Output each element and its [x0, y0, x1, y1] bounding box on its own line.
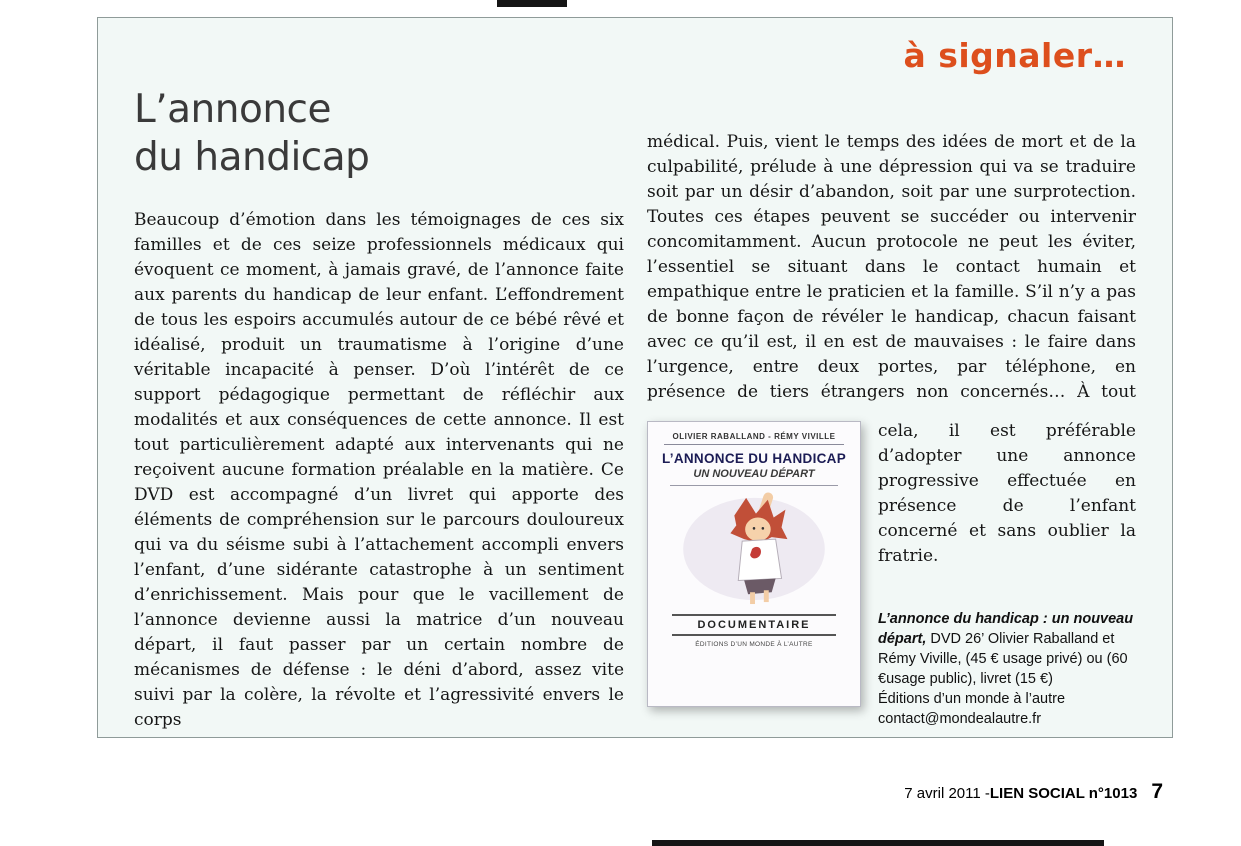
page-title-line1: L’annonce	[134, 87, 331, 132]
dvd-cover-photo	[647, 421, 861, 707]
dvd-subtitle: UN NOUVEAU DÉPART	[670, 468, 839, 486]
article-frame	[97, 17, 1173, 738]
article-column-right	[647, 130, 1136, 729]
scan-artifact-top	[497, 0, 567, 7]
dvd-genre: DOCUMENTAIRE	[672, 614, 837, 636]
caption-details: DVD 26’ Olivier Raballand et Rémy Viville, (45 € usage privé) ou (60 €usage public), livret (15 €)	[878, 631, 1128, 687]
dvd-publisher-logo: ÉDITIONS D’UN MONDE À L’AUTRE	[695, 641, 813, 648]
page-title-line2: du handicap	[134, 135, 370, 180]
caption-title: L’annonce du handicap : un nouveau départ,	[878, 611, 1134, 647]
caption-email: contact@mondealautre.fr	[878, 711, 1042, 727]
scan-artifact-bottom	[652, 840, 1104, 846]
page-footer	[904, 780, 1163, 804]
footer-page-number: 7	[1151, 780, 1163, 803]
article-paragraph-right-wrap: cela, il est préférable d’adopter une annonce progressive effectuée en présence de l’enfant concerné et sans oublier la fratrie.	[878, 421, 1136, 566]
article-column-left: Beaucoup d’émotion dans les témoignages de ces six familles et de ces seize professionnels médicaux qui évoquent ce moment, à jamais gravé, de l’annonce faite aux parents du handicap de leur enfant. L’effondrement de tous les espoirs accumulés autour de ce bébé rêvé et idéalisé, produit un traumatisme à l’origine d’une véritable incapacité à penser. D’où l’intérêt de ce support pédagogique permettant de réfléchir aux modalités et aux conséquences de cette annonce. Il est tout particulièrement adapté aux intervenants qui ne reçoivent aucune formation préalable en la matière. Ce DVD est accompagné d’un livret qui apporte des éléments de compréhension sur le parcours douloureux qui va du séisme subi à l’attachement accompli envers l’enfant, d’une sidérante catastrophe à un sentiment d’enrichissement. Mais pour que le vacillement de l’annonce devienne aussi la matrice d’un nouveau départ, il faut passer par un certain nombre de mécanismes de défense : le déni d’abord, assez vite suivi par la colère, la révolte et l’agressivité envers le corps	[134, 210, 624, 730]
dvd-illustration	[664, 488, 844, 611]
caption-publisher: Éditions d’un monde à l’autre	[878, 691, 1066, 707]
article-paragraph-right-top: médical. Puis, vient le temps des idées de mort et de la culpabilité, prélude à une dépression qui va se traduire soit par un désir d’abandon, soit par une surprotection. Toutes ces étapes peuvent se succéder ou intervenir concomitamment. Aucun protocole ne peut les éviter, l’essentiel se situant dans le contact humain et empathique entre le praticien et la famille. S’il n’y a pas de bonne façon de révéler le handicap, chacun faisant avec ce qu’il est, il en est de mauvaises : le faire dans l’urgence, entre deux portes, par téléphone, en présence de tiers étrangers non concernés… À tout	[647, 132, 1136, 402]
dvd-cover	[647, 421, 861, 707]
dvd-authors: OLIVIER RABALLAND - RÉMY VIVILLE	[664, 432, 844, 445]
dvd-title: L’ANNONCE DU HANDICAP	[661, 451, 847, 466]
footer-date: 7 avril 2011 -	[904, 785, 990, 802]
page-title	[134, 86, 369, 182]
dvd-and-wrap-text	[647, 419, 1136, 729]
section-label: à signaler…	[903, 36, 1126, 75]
footer-journal-name: LIEN SOCIAL n°1013	[989, 785, 1138, 802]
